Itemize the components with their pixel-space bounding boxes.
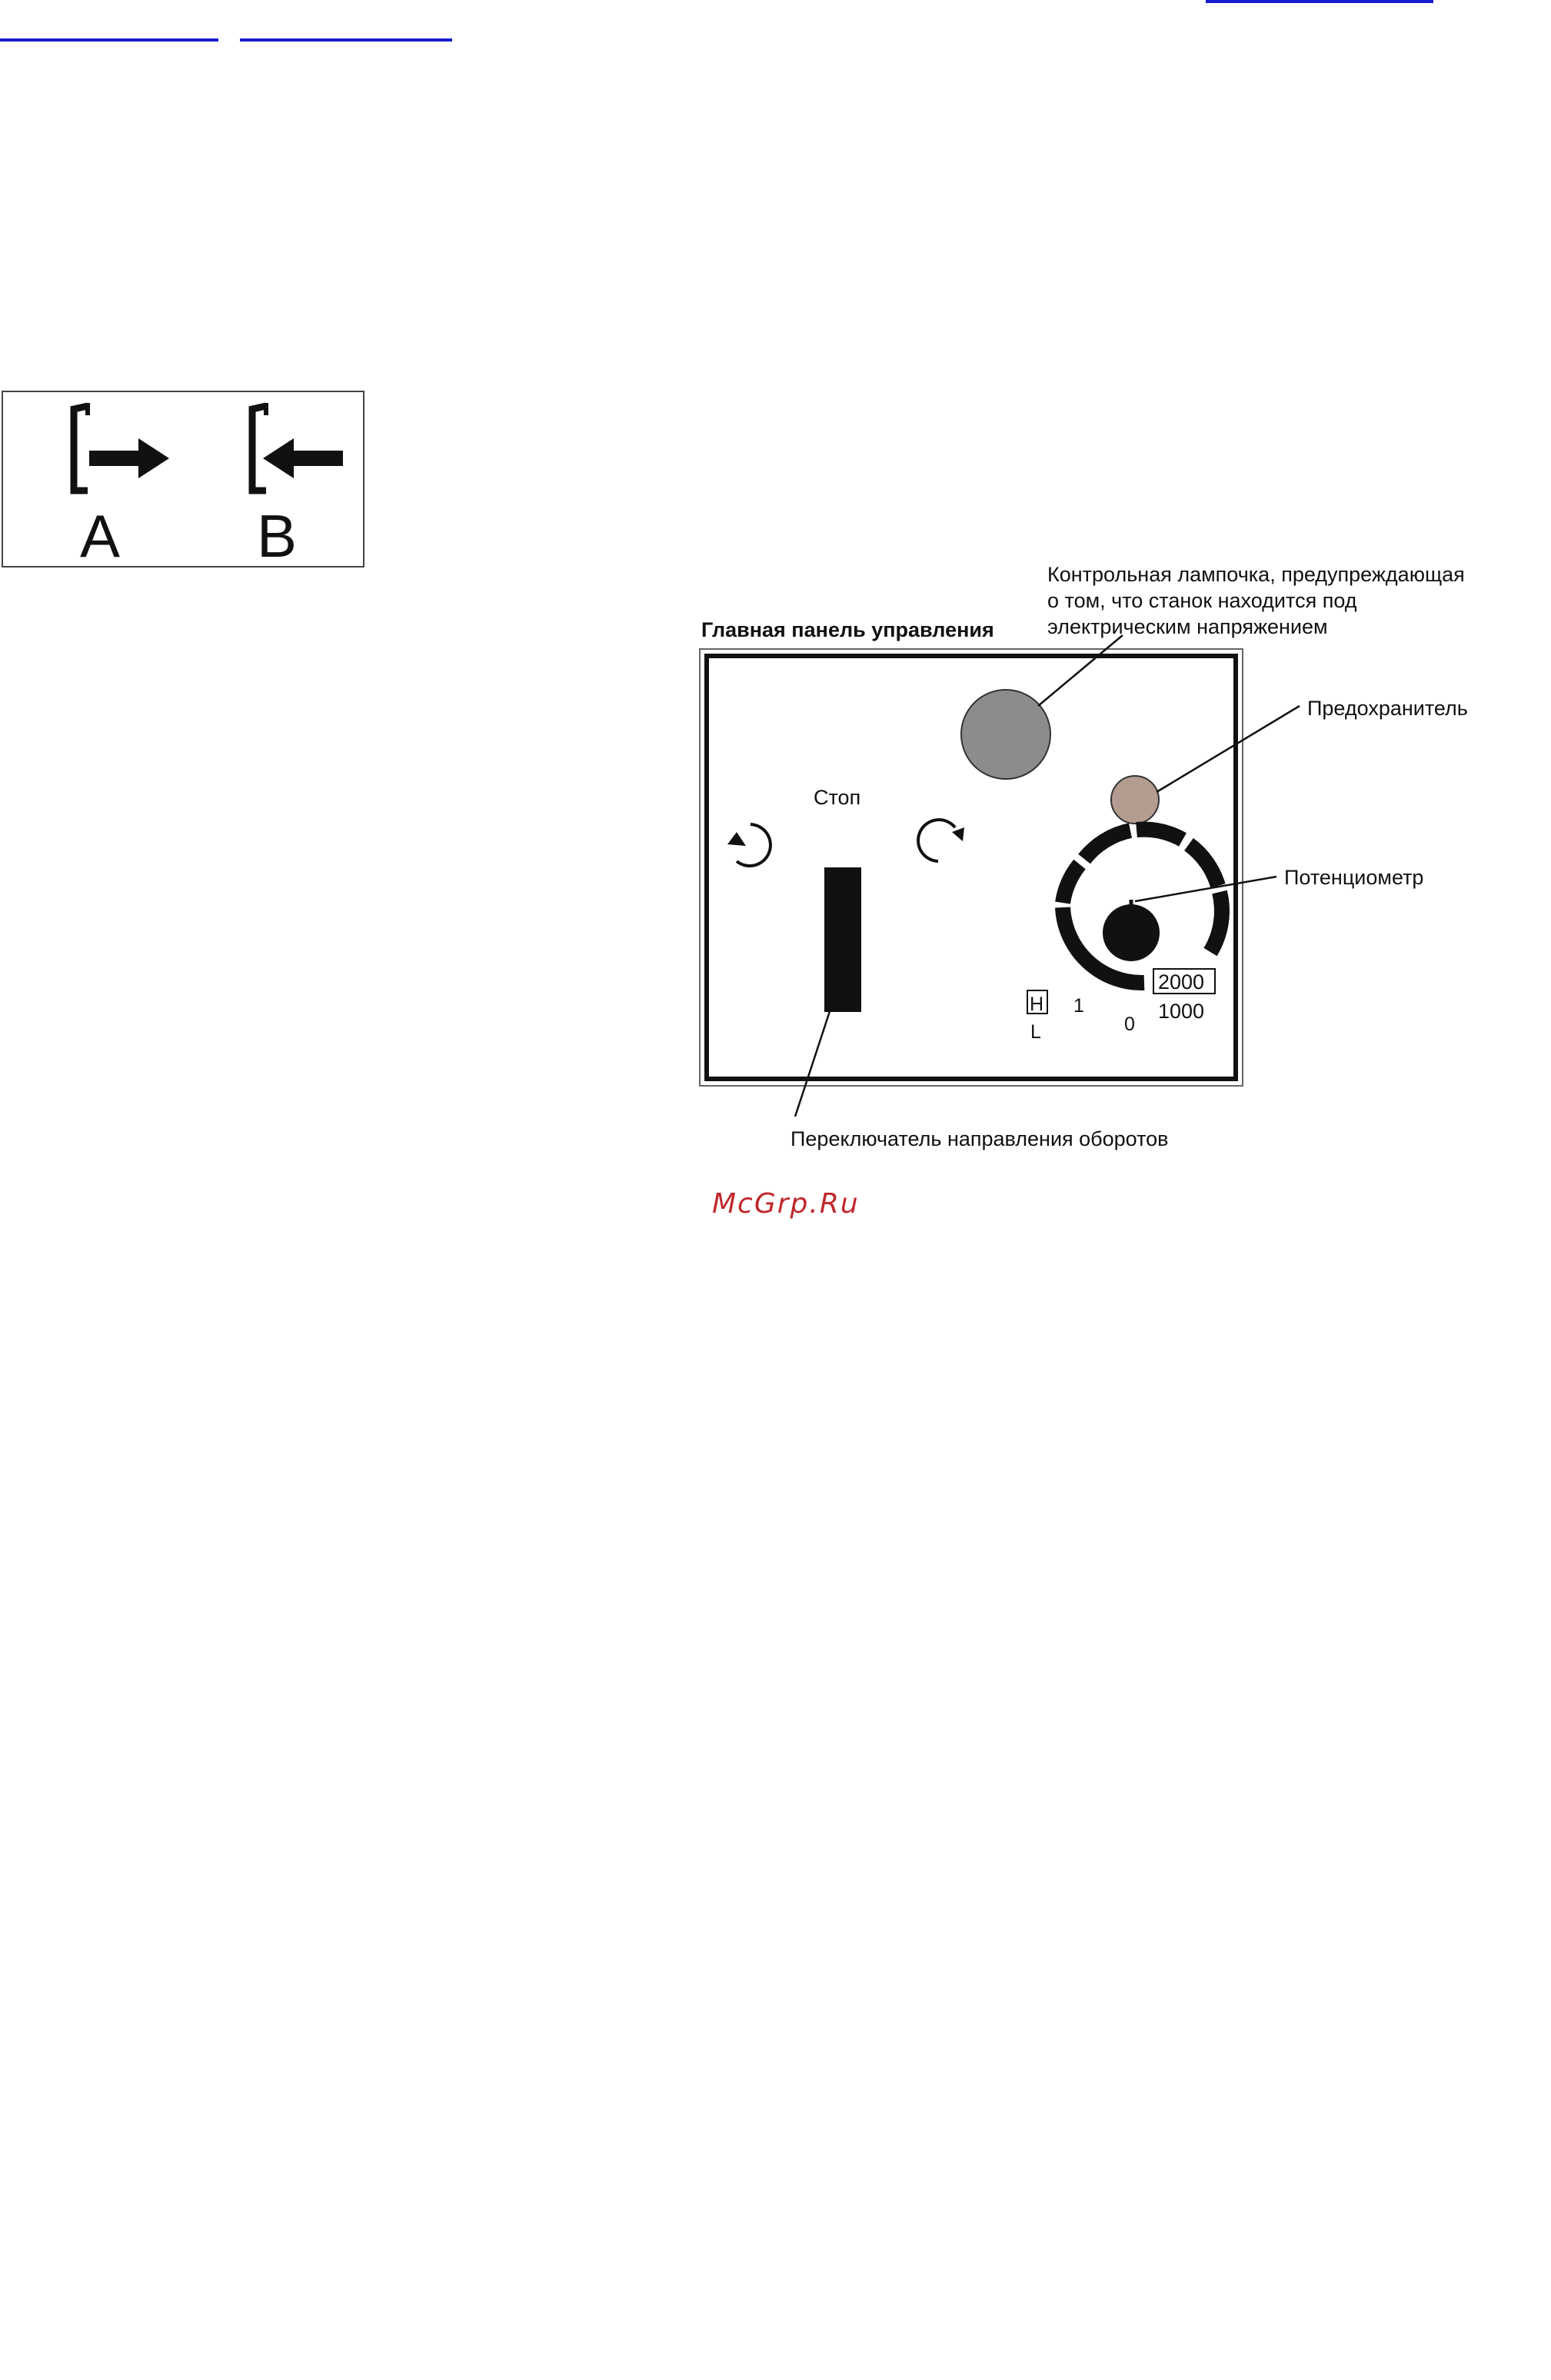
direction-switch bbox=[824, 867, 861, 1012]
potentiometer-scale bbox=[1063, 830, 1222, 983]
potentiometer-leader bbox=[1135, 877, 1276, 901]
scale-zero-label: 0 bbox=[1124, 1014, 1135, 1035]
range-high-label: H bbox=[1030, 994, 1044, 1015]
potentiometer-caption: Потенциометр bbox=[1284, 866, 1424, 889]
speed-high-label: 2000 bbox=[1158, 970, 1205, 994]
label-a: A bbox=[80, 502, 121, 570]
label-b: B bbox=[257, 502, 298, 570]
rotate-left-icon bbox=[727, 824, 771, 866]
fuse-leader bbox=[1157, 706, 1300, 792]
warning-lamp-caption-1: Контрольная лампочка, предупреждающая bbox=[1047, 563, 1465, 586]
fuse bbox=[1111, 776, 1159, 824]
warning-lamp-leader bbox=[1038, 635, 1123, 706]
rotate-right-icon bbox=[918, 820, 964, 861]
warning-lamp bbox=[961, 690, 1050, 779]
scale-one-label: 1 bbox=[1073, 995, 1084, 1017]
panel-title: Главная панель управления bbox=[701, 618, 994, 641]
stop-label: Стоп bbox=[814, 786, 861, 809]
watermark: McGrp.Ru bbox=[712, 1188, 860, 1220]
range-low-label: L bbox=[1030, 1021, 1041, 1043]
speed-low-label: 1000 bbox=[1158, 1000, 1205, 1023]
direction-switch-leader bbox=[795, 1000, 834, 1117]
direction-switch-caption: Переключатель направления оборотов bbox=[790, 1127, 1169, 1150]
warning-lamp-caption-2: о том, что станок находится под bbox=[1047, 589, 1357, 612]
warning-lamp-caption-3: электрическим напряжением bbox=[1047, 615, 1328, 638]
fuse-caption: Предохранитель bbox=[1307, 697, 1468, 720]
